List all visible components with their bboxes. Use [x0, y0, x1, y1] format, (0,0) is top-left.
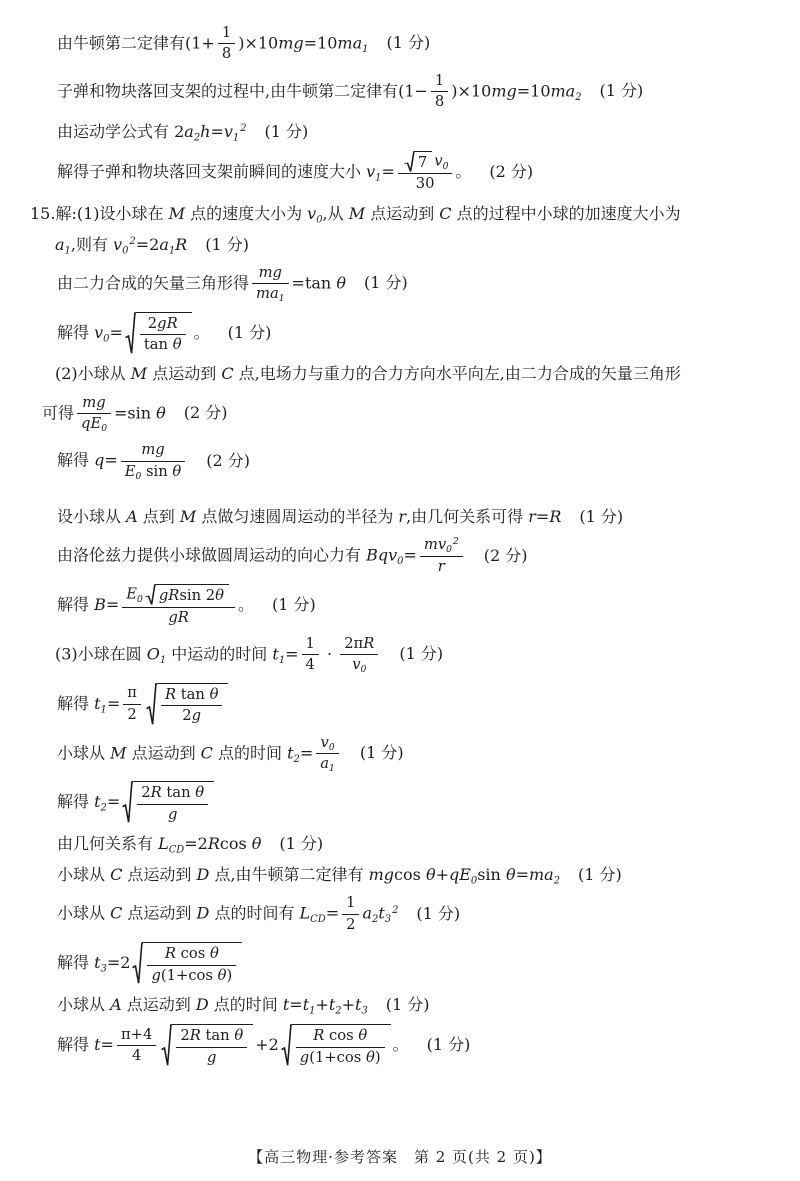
score-mark: (2 分): [483, 545, 528, 565]
fraction: $\frac{mg}{E_0 \sin \theta}$: [121, 441, 186, 481]
fraction: 7 $v_0$ 30: [398, 151, 453, 194]
solution-line-17: 小球从 M 点运动到 C 点的时间 $t_2=$ $\frac{v_0}{a_1}$ (1 分): [57, 733, 404, 775]
square-root: gR sin 2 θ: [145, 584, 229, 605]
score-mark: (1 分): [386, 33, 431, 53]
page-footer: 【高三物理·参考答案 第 2 页(共 2 页)】: [248, 1148, 552, 1166]
solution-line-6: $a_1$,则有 $v_0^2=2a_1R$ (1 分): [55, 234, 249, 257]
radical-icon: [404, 151, 415, 172]
solution-line-24: 解得 t= $\frac{\pi+4}{4}$ $\frac{\text{2R tan θ}}{g}$ +2 $\frac{\text{R cos θ}}{\text{g(1+cos θ)}}$ 。 (1 分): [57, 1025, 471, 1066]
radical-icon: [145, 584, 156, 605]
score-mark: (2 分): [183, 403, 228, 423]
radical-icon: [161, 1024, 172, 1067]
solution-line-10: 可得 $\frac{mg}{qE_0}$ =sin θ (2 分): [42, 393, 228, 435]
solution-line-4: 解得子弹和物块落回支架前瞬间的速度大小 $v_1=$ 7 $v_0$ 30 。 (2 分): [57, 152, 534, 193]
fraction: $\frac{\text{2R tan θ}}{g}$: [176, 1027, 247, 1067]
solution-line-23: 小球从 A 点运动到 D 点的时间 $t=t_1+t_2+t_3$ (1 分): [57, 995, 430, 1017]
fraction: $\frac{\text{R cos θ}}{\text{g(1+cos θ)}}$: [147, 945, 236, 985]
score-mark: (1 分): [264, 121, 309, 141]
fraction: $\frac{\pi+4}{4}$: [117, 1026, 156, 1066]
solution-line-21: 小球从 C 点运动到 D 点的时间有 $L_{CD}=$ $\frac{1}{2}$ $a_2t_3^2$ (1 分): [57, 894, 461, 933]
solution-line-5: 15.解:(1)设小球在 M 点的速度大小为 $v_0$,从 M 点运动到 C 点的过程中小球的加速度大小为: [30, 203, 681, 225]
fraction: $\frac{2gR}{\text{tan θ}}$: [140, 315, 186, 355]
radical-icon: [281, 1024, 292, 1067]
fraction: $\frac{mg}{ma_1}$: [252, 264, 289, 304]
fraction: $\frac{1}{2}$: [342, 894, 359, 934]
fraction: $\frac{\text{2R tan θ}}{g}$: [137, 784, 208, 824]
fraction: $\frac{1}{8}$: [431, 72, 448, 112]
radical-icon: [132, 942, 143, 985]
solution-line-1: 由牛顿第二定律有(1+ $\frac{1}{8}$ )$\times 10mg=10ma_1$ (1 分): [57, 24, 431, 63]
solution-lines: [0, 24, 774, 1067]
square-root: 7: [404, 151, 432, 172]
square-root: [132, 942, 242, 985]
fraction: $\frac{1}{8}$: [218, 24, 235, 64]
radical-icon: [122, 781, 133, 824]
fraction: $\frac{1}{4}$: [302, 635, 319, 675]
score-mark: (1 分): [359, 742, 404, 762]
score-mark: (1 分): [416, 903, 461, 923]
score-mark: (1 分): [272, 595, 316, 615]
score-mark: (1 分): [227, 322, 272, 342]
solution-line-13: 由洛伦兹力提供小球做圆周运动的向心力有 Bqv$_0$= $\frac{mv_0^2}{r}$ (2 分): [57, 536, 528, 575]
score-mark: (2 分): [489, 161, 534, 181]
score-mark: (1 分): [399, 644, 444, 664]
score-mark: (1 分): [579, 507, 624, 527]
solution-line-9: (2)小球从 M 点运动到 C 点,电场力与重力的合力方向水平向左,由二力合成的矢量三角形: [55, 364, 681, 384]
score-mark: (1 分): [426, 1035, 471, 1055]
radical-icon: [146, 683, 157, 726]
score-mark: (1 分): [578, 865, 622, 885]
fraction: $E_0$ gR sin 2 θ gR: [122, 584, 235, 627]
fraction: $\frac{mg}{qE_0}$: [77, 394, 111, 434]
square-root: [281, 1024, 391, 1067]
solution-line-8: 解得 $v_0=$ $\frac{2gR}{\text{tan θ}}$ 。 (1 分): [0, 312, 774, 355]
solution-line-22: 解得 $t_3=2$ $\frac{\text{R cos θ}}{\text{g(1+cos θ)}}$: [0, 942, 774, 985]
fraction: $\frac{v_0}{a_1}$: [316, 734, 339, 774]
solution-line-3: 由运动学公式有 $2a_2h=v_1^2$ (1 分): [57, 121, 309, 144]
score-mark: (1 分): [363, 273, 408, 293]
solution-line-7: 由二力合成的矢量三角形得 $\frac{mg}{ma_1}$ =tan θ (1 分): [57, 263, 408, 305]
fraction: $\frac{\text{R cos θ}}{\text{g(1+cos θ)}}$: [296, 1027, 385, 1067]
solution-line-2: 子弹和物块落回支架的过程中,由牛顿第二定律有(1− $\frac{1}{8}$ )$\times 10mg=10ma_2$ (1 分): [57, 71, 644, 111]
score-mark: (2 分): [206, 450, 251, 470]
radical-icon: [125, 312, 136, 355]
solution-line-19: 由几何关系有 $L_{CD}=2Rcos$ θ (1 分): [57, 834, 324, 856]
square-root: [125, 312, 192, 355]
solution-line-11: 解得 q= $\frac{mg}{E_0 \sin \theta}$ (2 分): [57, 441, 251, 483]
square-root: [122, 781, 214, 824]
score-mark: (1 分): [599, 81, 644, 101]
fraction: $\frac{\text{R tan θ}}{2g}$: [161, 686, 223, 726]
score-mark: (1 分): [205, 234, 249, 254]
score-mark: (1 分): [385, 995, 430, 1015]
square-root: [161, 1024, 253, 1067]
score-mark: (1 分): [279, 834, 324, 854]
solution-line-12: 设小球从 A 点到 M 点做匀速圆周运动的半径为 r,由几何关系可得 r=R (1 分): [57, 507, 624, 527]
solution-line-15: (3)小球在圆 $O_1$ 中运动的时间 $t_1=$ $\frac{1}{4}$ · $\frac{2\pi R}{v_0}$ (1 分): [55, 634, 444, 676]
square-root: [146, 683, 229, 726]
fraction: $\frac{2\pi R}{v_0}$: [340, 635, 378, 675]
solution-line-14: 解得 B= $E_0$ gR sin 2 θ gR 。 (1 分): [57, 585, 316, 626]
fraction: $\frac{\pi}{2}$: [123, 684, 141, 724]
solution-line-20: 小球从 C 点运动到 D 点,由牛顿第二定律有 mgcos $\theta+qE_0\sin$ $\theta=ma_2$ (1 分): [57, 865, 622, 887]
solution-line-16: 解得 $t_1=$ $\frac{\pi}{2}$ $\frac{\text{R tan θ}}{2g}$: [0, 683, 774, 726]
fraction: $\frac{mv_0^2}{r}$: [420, 536, 463, 576]
solution-line-18: 解得 $t_2=$ $\frac{\text{2R tan θ}}{g}$: [0, 781, 774, 824]
